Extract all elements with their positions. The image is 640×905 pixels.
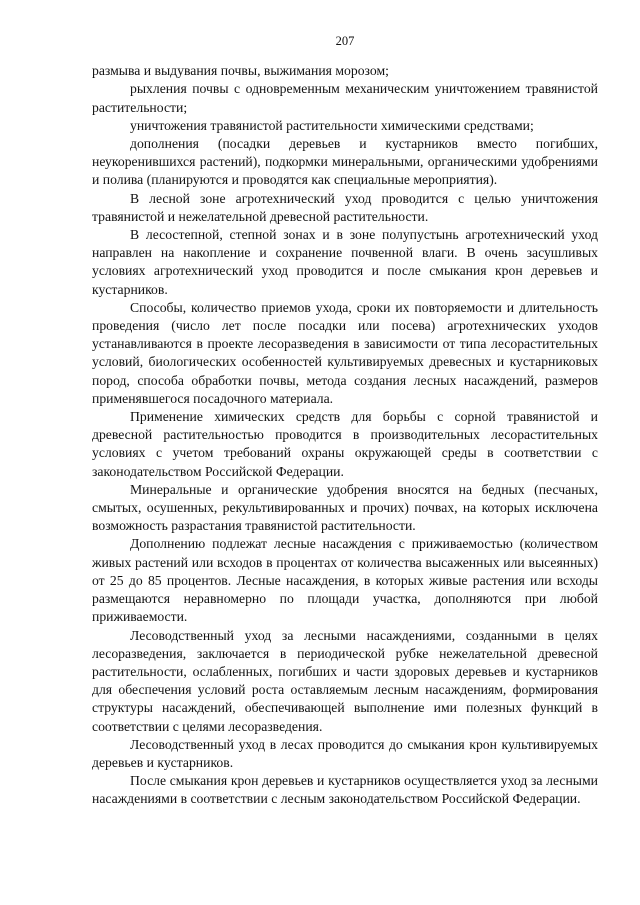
paragraph: рыхления почвы с одновременным механическим уничтожением травянистой растительности; [92, 81, 598, 115]
page-number: 207 [335, 34, 355, 48]
paragraph: Дополнению подлежат лесные насаждения с приживаемостью (количеством живых растений или всходов в процентах от количества высаженных или высеянных) от 25 до 85 процентов. Лесные насаждения, в которых живые растения или всходы размещаются неравномерно по площади участка, дополняются при любой приживаемости. [92, 536, 598, 625]
paragraph: Лесоводственный уход в лесах проводится до смыкания крон культивируемых деревьев и кустарников. [92, 736, 598, 770]
paragraph: Применение химических средств для борьбы с сорной травянистой и древесной растительностью проводится в производительных лесорастительных условиях с учетом требований охраны окружающей среды в соответствии с законодательством Российской Федерации. [92, 409, 598, 479]
paragraph: размыва и выдувания почвы, выжимания морозом; [92, 63, 389, 79]
paragraph: В лесостепной, степной зонах и в зоне полупустынь агротехнический уход направлен на накопление и сохранение почвенной влаги. В очень засушливых условиях агротехнический уход проводится и после смыкания крон деревьев и кустарников. [92, 227, 598, 297]
paragraph: В лесной зоне агротехнический уход проводится с целью уничтожения травянистой и нежелательной древесной растительности. [92, 190, 598, 224]
paragraph: Лесоводственный уход за лесными насаждениями, созданными в целях лесоразведения, заключается в периодической рубке нежелательной древесной растительности, ослабленных, погибших и части здоровых деревьев и кустарников для обеспечения условий роста оставляемым лесным насаждениям, формирования структуры насаждений, обеспечивающей выполнение ими полезных функций в соответствии с целями лесоразведения. [92, 627, 598, 734]
paragraph: После смыкания крон деревьев и кустарников осуществляется уход за лесными насаждениями в соответствии с лесным законодательством Российской Федерации. [92, 773, 598, 807]
paragraph: Способы, количество приемов ухода, сроки их повторяемости и длительность проведения (число лет после посадки или посева) агротехнических уходов устанавливаются в проекте лесоразведения в зависимости от типа лесорастительных условий, биологических особенностей культивируемых древесных и кустарниковых пород, способа обработки почвы, метода создания лесных насаждений, размеров применявшегося посадочного материала. [92, 299, 598, 406]
paragraph: дополнения (посадки деревьев и кустарников вместо погибших, неукоренившихся растений), подкормки минеральными, органическими удобрениями и полива (планируются и проводятся как специальные мероприятия). [92, 136, 598, 188]
paragraph: уничтожения травянистой растительности химическими средствами; [130, 117, 534, 133]
paragraph: Минеральные и органические удобрения вносятся на бедных (песчаных, смытых, осушенных, рекультивированных и прочих) почвах, на которых исключена возможность разрастания травянистой растительности. [92, 481, 598, 534]
document-page [92, 32, 598, 809]
